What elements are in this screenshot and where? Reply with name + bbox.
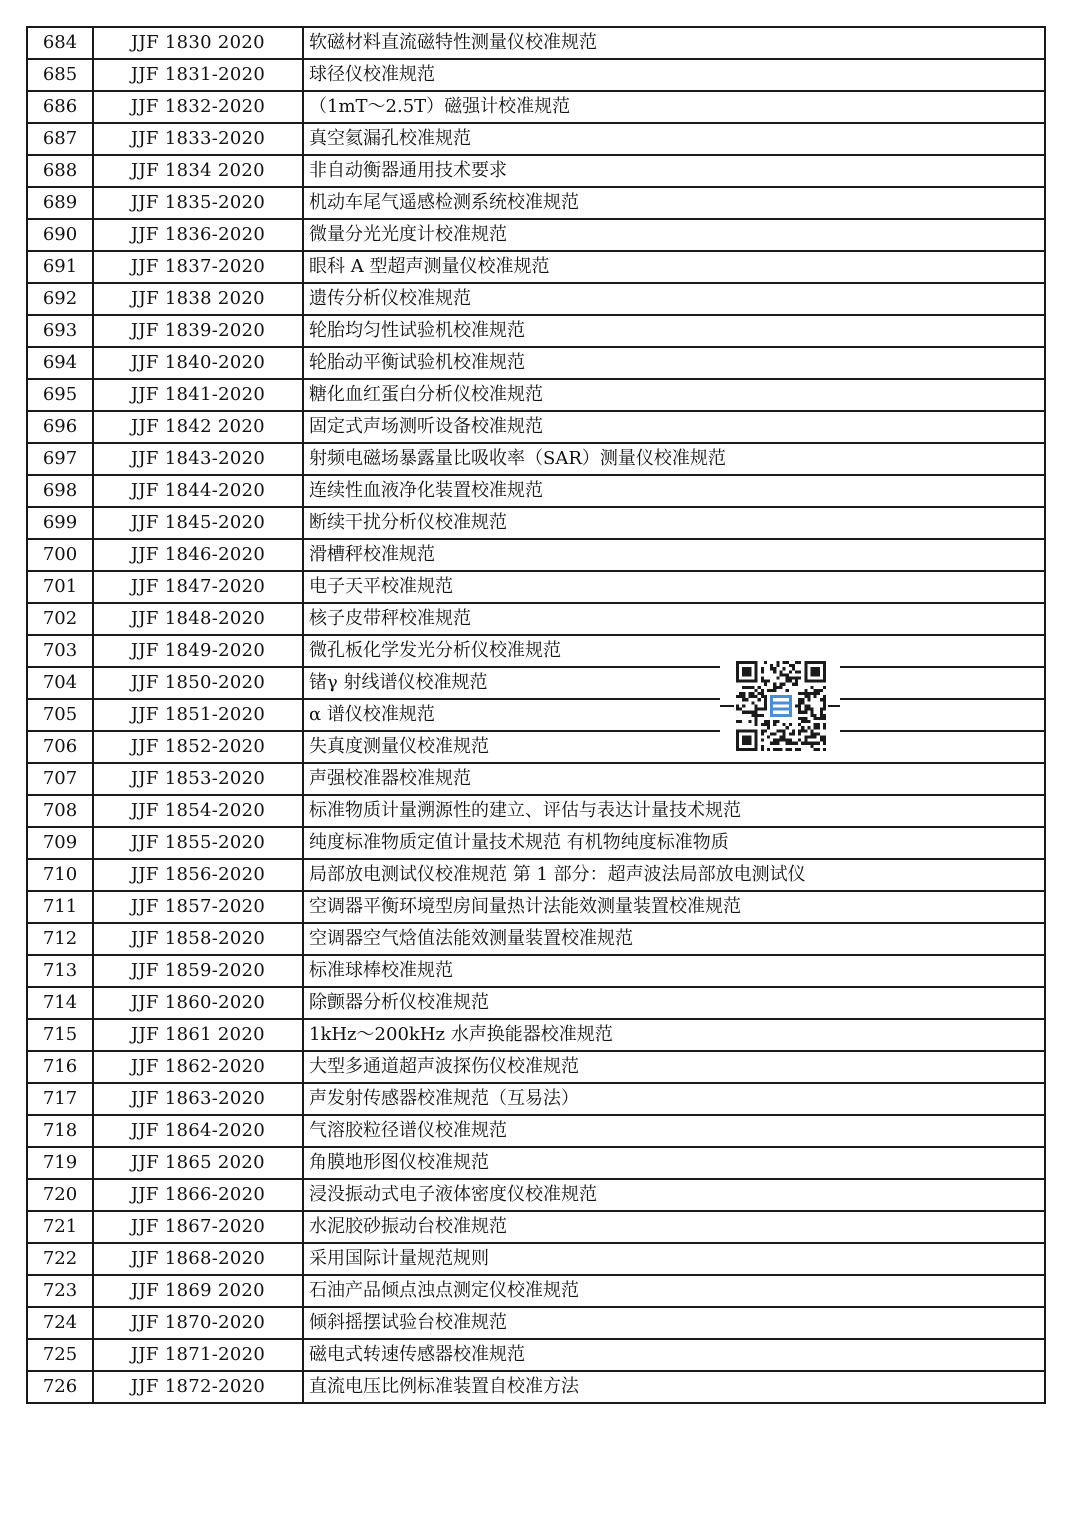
standard-title: 局部放电测试仪校准规范 第 1 部分：超声波法局部放电测试仪 <box>303 859 1045 891</box>
table-row <box>27 827 1045 859</box>
standard-code: JJF 1848-2020 <box>93 603 303 635</box>
table-row <box>27 27 1045 59</box>
row-number: 721 <box>27 1211 93 1243</box>
standard-title: 眼科 A 型超声测量仪校准规范 <box>303 251 1045 283</box>
row-number: 695 <box>27 379 93 411</box>
standard-title: 采用国际计量规范规则 <box>303 1243 1045 1275</box>
row-number: 703 <box>27 635 93 667</box>
standard-title: 直流电压比例标准装置自校准方法 <box>303 1371 1045 1403</box>
row-number: 700 <box>27 539 93 571</box>
standard-code: JJF 1839-2020 <box>93 315 303 347</box>
table-row <box>27 699 1045 731</box>
row-number: 687 <box>27 123 93 155</box>
standard-code: JJF 1872-2020 <box>93 1371 303 1403</box>
standard-title: 气溶胶粒径谱仪校准规范 <box>303 1115 1045 1147</box>
standard-title: 连续性血液净化装置校准规范 <box>303 475 1045 507</box>
standard-code: JJF 1837-2020 <box>93 251 303 283</box>
table-row <box>27 955 1045 987</box>
row-number: 706 <box>27 731 93 763</box>
table-row <box>27 283 1045 315</box>
standard-title: 遗传分析仪校准规范 <box>303 283 1045 315</box>
standard-title: 标准物质计量溯源性的建立、评估与表达计量技术规范 <box>303 795 1045 827</box>
table-row <box>27 539 1045 571</box>
table-row <box>27 59 1045 91</box>
standard-code: JJF 1869 2020 <box>93 1275 303 1307</box>
table-row <box>27 1243 1045 1275</box>
standard-title: 核子皮带秤校准规范 <box>303 603 1045 635</box>
standard-title: 机动车尾气遥感检测系统校准规范 <box>303 187 1045 219</box>
standard-title: 标准球棒校准规范 <box>303 955 1045 987</box>
row-number: 692 <box>27 283 93 315</box>
table-row <box>27 379 1045 411</box>
standard-code: JJF 1831-2020 <box>93 59 303 91</box>
table-row <box>27 731 1045 763</box>
standard-title: 球径仪校准规范 <box>303 59 1045 91</box>
standard-code: JJF 1843-2020 <box>93 443 303 475</box>
standard-title: 电子天平校准规范 <box>303 571 1045 603</box>
table-row <box>27 795 1045 827</box>
table-row <box>27 251 1045 283</box>
standard-code: JJF 1866-2020 <box>93 1179 303 1211</box>
row-number: 688 <box>27 155 93 187</box>
row-number: 694 <box>27 347 93 379</box>
standard-code: JJF 1834 2020 <box>93 155 303 187</box>
table-row <box>27 187 1045 219</box>
standard-code: JJF 1870-2020 <box>93 1307 303 1339</box>
standard-title: 水泥胶砂振动台校准规范 <box>303 1211 1045 1243</box>
row-number: 716 <box>27 1051 93 1083</box>
standard-code: JJF 1850-2020 <box>93 667 303 699</box>
standard-code: JJF 1830 2020 <box>93 27 303 59</box>
row-number: 698 <box>27 475 93 507</box>
standard-code: JJF 1846-2020 <box>93 539 303 571</box>
standard-code: JJF 1855-2020 <box>93 827 303 859</box>
standard-title: 石油产品倾点浊点测定仪校准规范 <box>303 1275 1045 1307</box>
table-row <box>27 1019 1045 1051</box>
row-number: 723 <box>27 1275 93 1307</box>
table-row <box>27 443 1045 475</box>
table-row <box>27 763 1045 795</box>
standard-code: JJF 1847-2020 <box>93 571 303 603</box>
row-number: 685 <box>27 59 93 91</box>
standard-code: JJF 1833-2020 <box>93 123 303 155</box>
row-number: 704 <box>27 667 93 699</box>
table-row <box>27 1339 1045 1371</box>
standard-title: 倾斜摇摆试验台校准规范 <box>303 1307 1045 1339</box>
row-number: 693 <box>27 315 93 347</box>
table-body <box>27 27 1045 1403</box>
table-row <box>27 347 1045 379</box>
standard-code: JJF 1857-2020 <box>93 891 303 923</box>
standard-title: 声发射传感器校准规范（互易法） <box>303 1083 1045 1115</box>
standard-title: 微量分光光度计校准规范 <box>303 219 1045 251</box>
standard-title: 纯度标准物质定值计量技术规范 有机物纯度标准物质 <box>303 827 1045 859</box>
row-number: 719 <box>27 1147 93 1179</box>
standard-title: 浸没振动式电子液体密度仪校准规范 <box>303 1179 1045 1211</box>
standard-title: α 谱仪校准规范 <box>303 699 1045 731</box>
standard-title: （1mT～2.5T）磁强计校准规范 <box>303 91 1045 123</box>
standard-title: 除颤器分析仪校准规范 <box>303 987 1045 1019</box>
standard-code: JJF 1859-2020 <box>93 955 303 987</box>
row-number: 717 <box>27 1083 93 1115</box>
row-number: 712 <box>27 923 93 955</box>
table-row <box>27 475 1045 507</box>
table-row <box>27 667 1045 699</box>
table-row <box>27 859 1045 891</box>
standard-code: JJF 1854-2020 <box>93 795 303 827</box>
table-row <box>27 155 1045 187</box>
row-number: 722 <box>27 1243 93 1275</box>
standard-title: 软磁材料直流磁特性测量仪校准规范 <box>303 27 1045 59</box>
row-number: 714 <box>27 987 93 1019</box>
row-number: 715 <box>27 1019 93 1051</box>
standard-code: JJF 1871-2020 <box>93 1339 303 1371</box>
row-number: 702 <box>27 603 93 635</box>
standard-code: JJF 1844-2020 <box>93 475 303 507</box>
table-row <box>27 411 1045 443</box>
table-row <box>27 219 1045 251</box>
row-number: 691 <box>27 251 93 283</box>
row-number: 713 <box>27 955 93 987</box>
standard-code: JJF 1838 2020 <box>93 283 303 315</box>
table-row <box>27 635 1045 667</box>
standard-title: 非自动衡器通用技术要求 <box>303 155 1045 187</box>
row-number: 709 <box>27 827 93 859</box>
standard-title: 失真度测量仪校准规范 <box>303 731 1045 763</box>
table-row <box>27 923 1045 955</box>
standard-code: JJF 1835-2020 <box>93 187 303 219</box>
standard-title: 断续干扰分析仪校准规范 <box>303 507 1045 539</box>
standard-title: 真空氦漏孔校准规范 <box>303 123 1045 155</box>
table-row <box>27 1083 1045 1115</box>
row-number: 690 <box>27 219 93 251</box>
row-number: 725 <box>27 1339 93 1371</box>
table-row <box>27 1115 1045 1147</box>
standard-code: JJF 1856-2020 <box>93 859 303 891</box>
row-number: 726 <box>27 1371 93 1403</box>
row-number: 697 <box>27 443 93 475</box>
table-row <box>27 1147 1045 1179</box>
row-number: 711 <box>27 891 93 923</box>
standard-code: JJF 1861 2020 <box>93 1019 303 1051</box>
standard-code: JJF 1852-2020 <box>93 731 303 763</box>
standard-code: JJF 1867-2020 <box>93 1211 303 1243</box>
row-number: 686 <box>27 91 93 123</box>
table-row <box>27 123 1045 155</box>
row-number: 689 <box>27 187 93 219</box>
standards-table <box>26 26 1046 1404</box>
qr-border-line-right <box>828 705 840 707</box>
table-row <box>27 507 1045 539</box>
row-number: 705 <box>27 699 93 731</box>
table-row <box>27 1307 1045 1339</box>
standard-code: JJF 1863-2020 <box>93 1083 303 1115</box>
qr-code-overlay <box>720 656 840 756</box>
standard-title: 射频电磁场暴露量比吸收率（SAR）测量仪校准规范 <box>303 443 1045 475</box>
standard-title: 大型多通道超声波探伤仪校准规范 <box>303 1051 1045 1083</box>
table-row <box>27 987 1045 1019</box>
table-row <box>27 1211 1045 1243</box>
table-row <box>27 1371 1045 1403</box>
standard-code: JJF 1841-2020 <box>93 379 303 411</box>
standard-title: 空调器空气焓值法能效测量装置校准规范 <box>303 923 1045 955</box>
standard-code: JJF 1836-2020 <box>93 219 303 251</box>
standard-code: JJF 1858-2020 <box>93 923 303 955</box>
row-number: 684 <box>27 27 93 59</box>
standard-code: JJF 1851-2020 <box>93 699 303 731</box>
standard-title: 锗γ 射线谱仪校准规范 <box>303 667 1045 699</box>
standard-title: 糖化血红蛋白分析仪校准规范 <box>303 379 1045 411</box>
table-row <box>27 1051 1045 1083</box>
standard-title: 滑槽秤校准规范 <box>303 539 1045 571</box>
row-number: 718 <box>27 1115 93 1147</box>
table-row <box>27 1275 1045 1307</box>
row-number: 707 <box>27 763 93 795</box>
standard-code: JJF 1865 2020 <box>93 1147 303 1179</box>
standard-code: JJF 1853-2020 <box>93 763 303 795</box>
row-number: 696 <box>27 411 93 443</box>
standard-code: JJF 1842 2020 <box>93 411 303 443</box>
standard-code: JJF 1849-2020 <box>93 635 303 667</box>
row-number: 724 <box>27 1307 93 1339</box>
standard-title: 轮胎动平衡试验机校准规范 <box>303 347 1045 379</box>
table-row <box>27 571 1045 603</box>
qr-code-icon <box>736 661 826 751</box>
standard-title: 1kHz～200kHz 水声换能器校准规范 <box>303 1019 1045 1051</box>
standard-code: JJF 1860-2020 <box>93 987 303 1019</box>
table-row <box>27 315 1045 347</box>
row-number: 720 <box>27 1179 93 1211</box>
row-number: 701 <box>27 571 93 603</box>
row-number: 710 <box>27 859 93 891</box>
standard-title: 轮胎均匀性试验机校准规范 <box>303 315 1045 347</box>
table-row <box>27 603 1045 635</box>
standard-code: JJF 1845-2020 <box>93 507 303 539</box>
qr-border-line-left <box>720 705 734 707</box>
standard-title: 固定式声场测听设备校准规范 <box>303 411 1045 443</box>
row-number: 699 <box>27 507 93 539</box>
standard-title: 微孔板化学发光分析仪校准规范 <box>303 635 1045 667</box>
standard-code: JJF 1832-2020 <box>93 91 303 123</box>
table-row <box>27 891 1045 923</box>
table-row <box>27 1179 1045 1211</box>
row-number: 708 <box>27 795 93 827</box>
standard-code: JJF 1862-2020 <box>93 1051 303 1083</box>
standard-code: JJF 1864-2020 <box>93 1115 303 1147</box>
standard-title: 声强校准器校准规范 <box>303 763 1045 795</box>
standard-title: 磁电式转速传感器校准规范 <box>303 1339 1045 1371</box>
standard-code: JJF 1840-2020 <box>93 347 303 379</box>
table-row <box>27 91 1045 123</box>
standard-title: 角膜地形图仪校准规范 <box>303 1147 1045 1179</box>
standard-title: 空调器平衡环境型房间量热计法能效测量装置校准规范 <box>303 891 1045 923</box>
standard-code: JJF 1868-2020 <box>93 1243 303 1275</box>
